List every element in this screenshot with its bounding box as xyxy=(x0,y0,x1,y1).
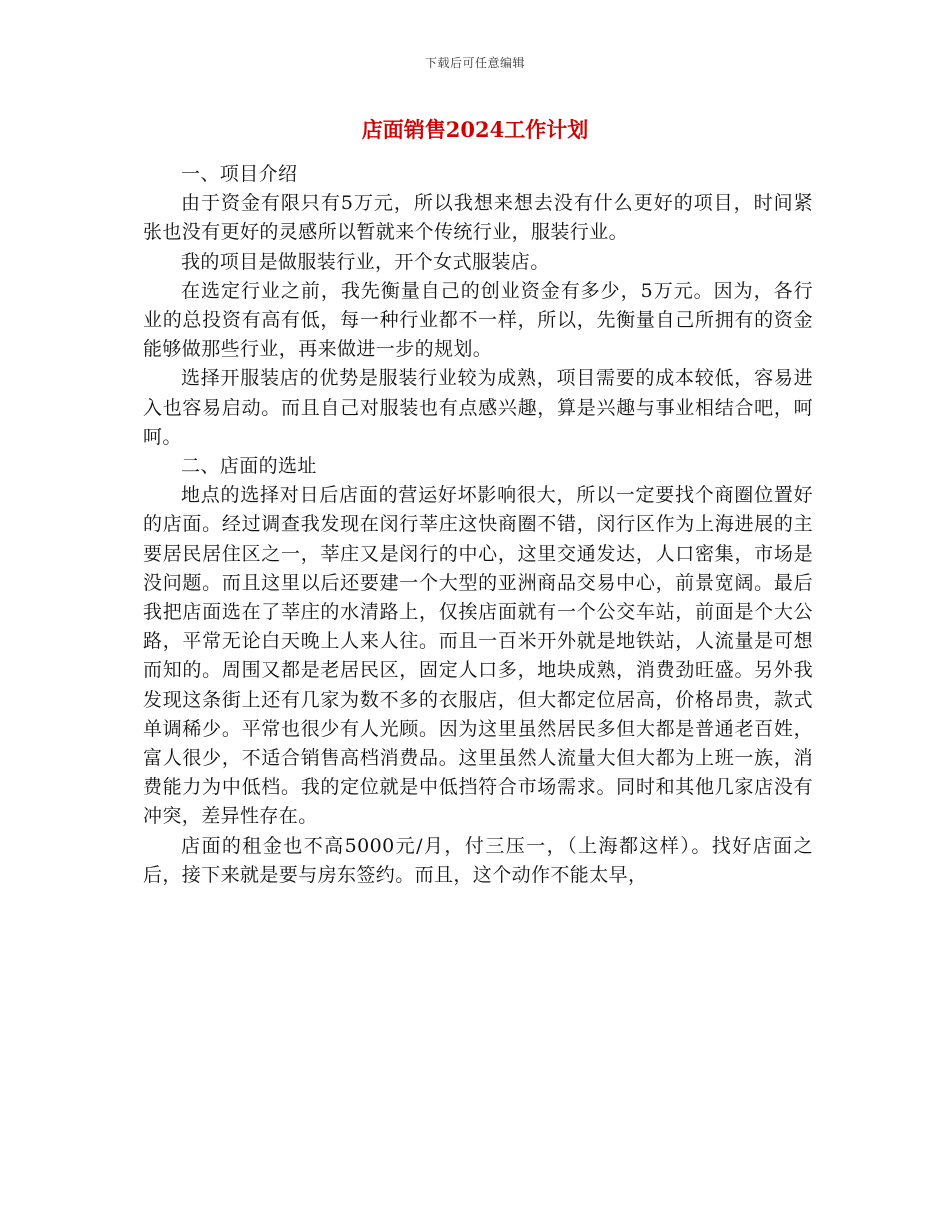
paragraph: 选择开服装店的优势是服装行业较为成熟，项目需要的成本较低，容易进入也容易启动。而且自己对服装也有点感兴趣，算是兴趣与事业相结合吧，呵呵。 xyxy=(143,367,813,448)
paragraph: 店面的租金也不高5000元/月，付三压一，（上海都这样）。找好店面之后，接下来就是要与房东签约。而且，这个动作不能太早， xyxy=(143,834,813,886)
document-body xyxy=(143,160,813,890)
paragraph: 在选定行业之前，我先衡量自己的创业资金有多少，5万元。因为，各行业的总投资有高有低，每一种行业都不一样，所以，先衡量自己所拥有的资金能够做那些行业，再来做进一步的规划。 xyxy=(143,279,813,361)
paragraph: 我的项目是做服装行业，开个女式服装店。 xyxy=(181,250,550,273)
section-heading-store-location: 二、店面的选址 xyxy=(181,455,317,478)
paragraph: 地点的选择对日后店面的营运好坏影响很大，所以一定要找个商圈位置好的店面。经过调查我发现在闵行莘庄这快商圈不错，闵行区作为上海进展的主要居民居住区之一，莘庄又是闵行的中心，这里交通发达，人口密集，市场是没问题。而且这里以后还要建一个大型的亚洲商品交易中心，前景宽阔。最后我把店面选在了莘庄的水清路上，仅挨店面就有一个公交车站，前面是个大公路，平常无论白天晚上人来人往。而且一百米开外就是地铁站，人流量是可想而知的。周围又都是老居民区，固定人口多，地块成熟，消费劲旺盛。另外我发现这条街上还有几家为数不多的衣服店，但大都定位居高，价格昂贵，款式单调稀少。平常也很少有人光顾。因为这里虽然居民多但大都是普通老百姓，富人很少，不适合销售高档消费品。这里虽然人流量大但大都为上班一族，消费能力为中低档。我的定位就是中低挡符合市场需求。同时和其他几家店没有冲突，差异性存在。 xyxy=(143,484,813,828)
section-heading-project-intro: 一、项目介绍 xyxy=(181,163,298,185)
header-note: 下载后可任意编辑 xyxy=(424,56,525,70)
paragraph: 由于资金有限只有5万元，所以我想来想去没有什么更好的项目，时间紧张也没有更好的灵感所以暂就来个传统行业，服装行业。 xyxy=(143,192,813,244)
document-title: 店面销售2024工作计划 xyxy=(361,117,589,142)
